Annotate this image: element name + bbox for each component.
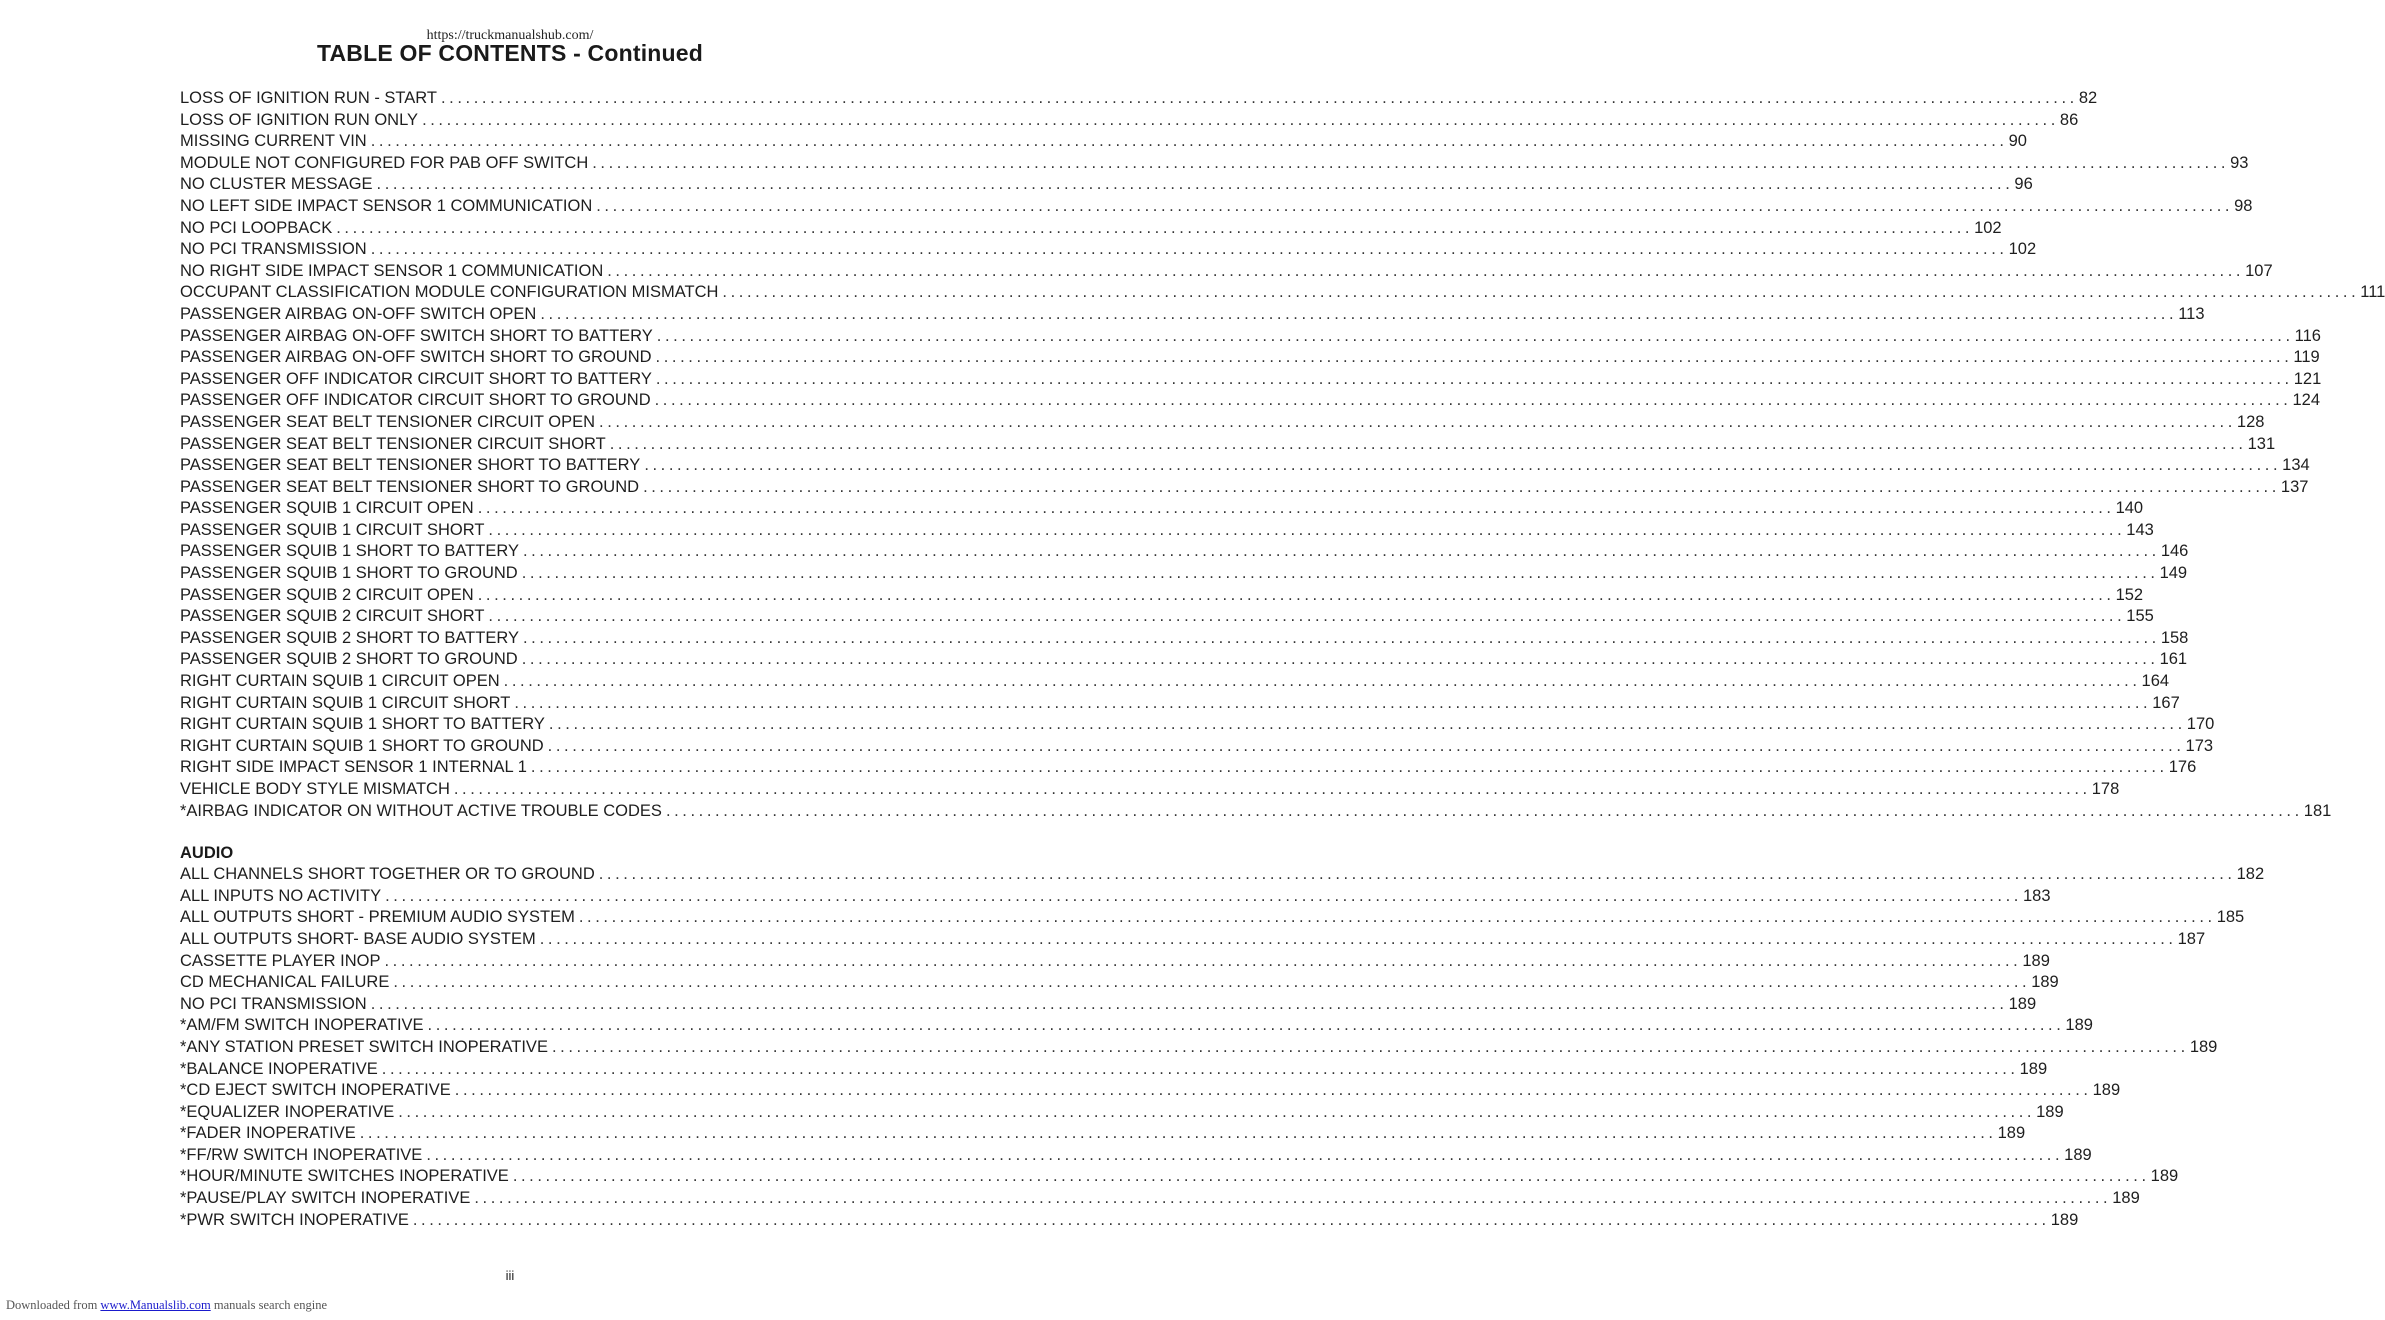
toc-entry-title: PASSENGER SQUIB 2 CIRCUIT SHORT [180, 607, 485, 626]
toc-entry-title: PASSENGER SEAT BELT TENSIONER CIRCUIT OPEN [180, 412, 596, 431]
dot-leader: ........................................................................................................................................................................................................ [477, 499, 2115, 518]
toc-entry[interactable] [180, 131, 2027, 153]
toc-entry[interactable] [180, 649, 2188, 671]
dot-leader: ........................................................................................................................................................................................................ [477, 585, 2115, 604]
toc-entry-page: 176 [2168, 758, 2197, 777]
toc-entry-title: PASSENGER SEAT BELT TENSIONER SHORT TO BATTERY [180, 456, 641, 475]
toc-entry[interactable] [180, 304, 2205, 326]
toc-entry-page: 189 [2064, 1145, 2092, 1164]
toc-entry[interactable] [180, 714, 2215, 736]
toc-entry-title: NO PCI TRANSMISSION [180, 240, 367, 259]
page-title: TABLE OF CONTENTS - Continued [316, 40, 704, 66]
toc-entry-page: 131 [2247, 434, 2276, 453]
dot-leader: ........................................................................................................................................................................................................ [412, 1210, 2050, 1229]
toc-entry[interactable] [180, 736, 2214, 758]
toc-entry-page: 86 [2059, 110, 2079, 129]
dot-leader: ........................................................................................................................................................................................................ [644, 456, 2282, 475]
toc-entry-title: RIGHT CURTAIN SQUIB 1 SHORT TO GROUND [180, 736, 544, 755]
toc-entry-page: 189 [2050, 1210, 2079, 1229]
toc-entry[interactable] [180, 153, 2249, 175]
toc-entry-title: RIGHT CURTAIN SQUIB 1 SHORT TO BATTERY [180, 715, 545, 734]
toc-entry-page: 182 [2236, 865, 2265, 884]
toc-entry-page: 111 [2360, 283, 2385, 302]
toc-entry-title: *FF/RW SWITCH INOPERATIVE [180, 1145, 423, 1164]
toc-entry-page: 187 [2177, 929, 2206, 948]
toc-entry-title: RIGHT SIDE IMPACT SENSOR 1 INTERNAL 1 [180, 758, 527, 777]
toc-entry-page: 155 [2126, 607, 2154, 626]
section-gap [180, 822, 898, 842]
toc-entry[interactable] [180, 886, 2051, 908]
dot-leader: ........................................................................................................................................................................................................ [384, 951, 2022, 970]
toc-entry-title: OCCUPANT CLASSIFICATION MODULE CONFIGURATION MISMATCH [180, 283, 719, 302]
toc-entry-title: LOSS OF IGNITION RUN ONLY [180, 110, 419, 129]
toc-entry-page: 189 [2092, 1081, 2121, 1100]
toc-entry-title: PASSENGER SEAT BELT TENSIONER SHORT TO GROUND [180, 477, 640, 496]
toc-entry-title: *HOUR/MINUTE SWITCHES INOPERATIVE [180, 1167, 509, 1186]
toc-entry[interactable] [180, 174, 2033, 196]
toc-entry-title: VEHICLE BODY STYLE MISMATCH [180, 780, 450, 798]
dot-leader: ........................................................................................................................................................................................................ [503, 672, 2141, 691]
dot-leader: ........................................................................................................................................................................................................ [512, 1167, 2150, 1186]
toc-entry-page: 189 [1997, 1124, 2026, 1143]
toc-entry-page: 121 [2293, 369, 2322, 388]
toc-entry[interactable] [180, 801, 2332, 823]
toc-entry[interactable] [180, 585, 2144, 607]
toc-entry[interactable] [180, 907, 2245, 929]
toc-entry[interactable] [180, 110, 2079, 132]
toc-entry-title: PASSENGER SQUIB 2 SHORT TO BATTERY [180, 628, 519, 647]
toc-entry-title: RIGHT CURTAIN SQUIB 1 CIRCUIT OPEN [180, 672, 500, 691]
toc-entry[interactable] [180, 1059, 2048, 1081]
dot-leader: ........................................................................................................................................................................................................ [643, 477, 2280, 496]
dot-leader: ........................................................................................................................................................................................................ [522, 628, 2160, 647]
toc-entry-page: 189 [2189, 1037, 2218, 1056]
toc-entry[interactable] [180, 1145, 2092, 1167]
toc-entry-page: 178 [2091, 780, 2120, 798]
dot-leader: ........................................................................................................................................................................................................ [539, 929, 2177, 948]
dot-leader: ........................................................................................................................................................................................................ [336, 218, 1974, 237]
toc-entry-title: *AM/FM SWITCH INOPERATIVE [180, 1016, 424, 1035]
toc-entry-page: 113 [2178, 304, 2205, 323]
toc-entry-title: ALL INPUTS NO ACTIVITY [180, 886, 382, 905]
toc-entry-page: 189 [2112, 1189, 2140, 1208]
toc-entry-title: PASSENGER AIRBAG ON-OFF SWITCH SHORT TO BATTERY [180, 326, 653, 345]
toc-entry-page: 137 [2280, 477, 2309, 496]
toc-entry-title: NO CLUSTER MESSAGE [180, 175, 373, 194]
dot-leader: ........................................................................................................................................................................................................ [376, 175, 2014, 194]
toc-entry-page: 149 [2159, 564, 2188, 583]
toc-entry-title: PASSENGER SQUIB 2 SHORT TO GROUND [180, 650, 518, 669]
toc-entry-page: 102 [1974, 218, 2002, 237]
toc-entry-title: NO RIGHT SIDE IMPACT SENSOR 1 COMMUNICATION [180, 261, 604, 280]
dot-leader: ........................................................................................................................................................................................................ [370, 994, 2008, 1013]
toc-entry-page: 189 [2008, 994, 2037, 1013]
toc-entry[interactable] [180, 929, 2206, 951]
toc-entry-title: *AIRBAG INDICATOR ON WITHOUT ACTIVE TROUBLE CODES [180, 801, 662, 820]
toc-entry-page: 161 [2159, 650, 2188, 669]
toc-entry[interactable] [180, 994, 2037, 1016]
toc-entry[interactable] [180, 434, 2276, 456]
toc-entry[interactable] [180, 369, 2322, 391]
toc-entry-title: *ANY STATION PRESET SWITCH INOPERATIVE [180, 1037, 548, 1056]
dot-leader: ........................................................................................................................................................................................................ [359, 1124, 1997, 1143]
toc-entry[interactable] [180, 606, 2154, 628]
toc-entry[interactable] [180, 412, 2265, 434]
toc-entry-title: ALL CHANNELS SHORT TOGETHER OR TO GROUND [180, 865, 595, 884]
toc-entry[interactable] [180, 757, 2197, 779]
toc-entry-page: 90 [2008, 132, 2027, 151]
dot-leader: ........................................................................................................................................................................................................ [548, 715, 2186, 734]
download-footer [6, 1298, 327, 1313]
toc-entry-page: 167 [2152, 693, 2180, 712]
toc-entry[interactable] [180, 1080, 2121, 1102]
toc-entry-page: 189 [2150, 1167, 2179, 1186]
toc-entry[interactable] [180, 1102, 2064, 1124]
dot-leader: ........................................................................................................................................................................................................ [578, 908, 2216, 927]
toc-entry-page: 189 [2065, 1016, 2093, 1035]
toc-entry-title: LOSS OF IGNITION RUN - START [180, 89, 437, 107]
toc-entry-title: *CD EJECT SWITCH INOPERATIVE [180, 1081, 451, 1100]
toc-entry-page: 183 [2022, 886, 2051, 905]
toc-entry-page: 189 [2031, 973, 2059, 992]
toc-entry-title: *PWR SWITCH INOPERATIVE [180, 1210, 409, 1229]
toc-entry-page: 173 [2185, 736, 2214, 755]
toc-entry-page: 96 [2014, 175, 2033, 194]
toc-entry-title: PASSENGER SEAT BELT TENSIONER CIRCUIT SHORT [180, 434, 606, 453]
toc-entry-page: 189 [2036, 1102, 2064, 1121]
toc-entry[interactable] [180, 1015, 2093, 1037]
footer-suffix: manuals search engine [213, 1298, 327, 1312]
toc-entry[interactable] [180, 671, 2170, 693]
toc-entry[interactable] [180, 455, 2310, 477]
dot-leader: ........................................................................................................................................................................................................ [422, 110, 2059, 129]
dot-leader: ........................................................................................................................................................................................................ [551, 1037, 2189, 1056]
toc-entry[interactable] [180, 196, 2253, 218]
toc-entry-title: NO PCI LOOPBACK [180, 218, 333, 237]
dot-leader: ........................................................................................................................................................................................................ [427, 1016, 2065, 1035]
toc-entry[interactable] [180, 628, 2189, 650]
dot-leader: ........................................................................................................................................................................................................ [381, 1059, 2019, 1078]
toc-entry-title: PASSENGER SQUIB 1 SHORT TO GROUND [180, 564, 518, 583]
toc-entry[interactable] [180, 218, 2002, 240]
dot-leader: ........................................................................................................................................................................................................ [656, 326, 2294, 345]
toc-entry[interactable] [180, 779, 2120, 801]
toc-entry-title: PASSENGER SQUIB 2 CIRCUIT OPEN [180, 585, 474, 604]
toc-entry-page: 170 [2186, 715, 2215, 734]
dot-leader: ........................................................................................................................................................................................................ [522, 542, 2160, 561]
dot-leader: ........................................................................................................................................................................................................ [609, 434, 2247, 453]
toc-entry-title: NO PCI TRANSMISSION [180, 994, 367, 1013]
toc-entry-page: 124 [2292, 391, 2321, 410]
toc-entry-title: ALL OUTPUTS SHORT- BASE AUDIO SYSTEM [180, 929, 536, 948]
toc-entry-page: 107 [2245, 261, 2273, 280]
toc-entry-page: 158 [2160, 628, 2189, 647]
toc-entry[interactable] [180, 693, 2180, 715]
dot-leader: ........................................................................................................................................................................................................ [547, 736, 2185, 755]
toc-entry-title: MISSING CURRENT VIN [180, 132, 367, 151]
toc-entry[interactable] [180, 541, 2189, 563]
toc-entry-title: PASSENGER SQUIB 1 SHORT TO BATTERY [180, 542, 519, 561]
footer-prefix: Downloaded from [6, 1298, 98, 1312]
page-number: iii [505, 1268, 515, 1283]
dot-leader: ........................................................................................................................................................................................................ [521, 564, 2159, 583]
toc-entry-title: RIGHT CURTAIN SQUIB 1 CIRCUIT SHORT [180, 693, 511, 712]
toc-entry-title: PASSENGER AIRBAG ON-OFF SWITCH SHORT TO GROUND [180, 348, 652, 367]
dot-leader: ........................................................................................................................................................................................................ [441, 89, 2078, 107]
toc-entry-title: CASSETTE PLAYER INOP [180, 951, 381, 970]
dot-leader: ........................................................................................................................................................................................................ [454, 1081, 2092, 1100]
toc-entry[interactable] [180, 326, 2321, 348]
toc-entry[interactable] [180, 1188, 2140, 1210]
toc-entry[interactable] [180, 951, 2050, 973]
dot-leader: ........................................................................................................................................................................................................ [655, 369, 2293, 388]
toc-entry[interactable] [180, 1210, 2079, 1232]
toc-entry[interactable] [180, 864, 2265, 886]
toc-entry[interactable] [180, 972, 2059, 994]
toc-entry-title: PASSENGER OFF INDICATOR CIRCUIT SHORT TO BATTERY [180, 369, 652, 388]
dot-leader: ........................................................................................................................................................................................................ [722, 283, 2360, 302]
toc-entry-title: PASSENGER AIRBAG ON-OFF SWITCH OPEN [180, 304, 537, 323]
toc-entry-page: 164 [2141, 672, 2170, 691]
toc-entry-page: 119 [2293, 348, 2320, 367]
dot-leader: ........................................................................................................................................................................................................ [370, 132, 2008, 151]
toc-entry-title: NO LEFT SIDE IMPACT SENSOR 1 COMMUNICATION [180, 196, 593, 215]
toc-entry-page: 82 [2078, 89, 2098, 107]
toc-entry[interactable] [180, 347, 2320, 369]
toc-entry-page: 93 [2230, 153, 2249, 172]
toc-entry-page: 140 [2115, 499, 2144, 518]
dot-leader: ........................................................................................................................................................................................................ [592, 153, 2230, 172]
dot-leader: ........................................................................................................................................................................................................ [607, 261, 2245, 280]
toc-entry-page: 152 [2115, 585, 2144, 604]
toc-main-list [180, 88, 2385, 822]
toc-entry-title: PASSENGER OFF INDICATOR CIRCUIT SHORT TO GROUND [180, 391, 651, 410]
toc-entry-title: *FADER INOPERATIVE [180, 1124, 356, 1143]
toc-entry[interactable] [180, 282, 2385, 304]
dot-leader: ........................................................................................................................................................................................................ [596, 196, 2234, 215]
dot-leader: ........................................................................................................................................................................................................ [453, 780, 2091, 798]
source-url: https://truckmanualshub.com/ [426, 28, 594, 43]
toc-entry-page: 128 [2236, 412, 2265, 431]
toc-entry-title: *BALANCE INOPERATIVE [180, 1059, 378, 1078]
dot-leader: ........................................................................................................................................................................................................ [393, 973, 2031, 992]
toc-audio-list [180, 864, 2265, 1231]
dot-leader: ........................................................................................................................................................................................................ [488, 607, 2126, 626]
dot-leader: ........................................................................................................................................................................................................ [655, 348, 2293, 367]
section-heading-audio: AUDIO [180, 843, 234, 862]
dot-leader: ........................................................................................................................................................................................................ [488, 520, 2126, 539]
dot-leader: ........................................................................................................................................................................................................ [398, 1102, 2036, 1121]
dot-leader: ........................................................................................................................................................................................................ [654, 391, 2292, 410]
toc-entry-page: 181 [2303, 801, 2332, 820]
dot-leader: ........................................................................................................................................................................................................ [530, 758, 2168, 777]
toc-entry[interactable] [180, 1123, 2026, 1145]
toc-entry[interactable] [180, 1037, 2218, 1059]
toc-entry[interactable] [180, 239, 2037, 261]
toc-entry-page: 102 [2008, 240, 2037, 259]
dot-leader: ........................................................................................................................................................................................................ [370, 240, 2008, 259]
dot-leader: ........................................................................................................................................................................................................ [598, 865, 2236, 884]
toc-entry[interactable] [180, 520, 2154, 542]
toc-entry[interactable] [180, 477, 2309, 499]
toc-entry-page: 143 [2126, 520, 2154, 539]
toc-entry[interactable] [180, 1166, 2179, 1188]
toc-entry-title: ALL OUTPUTS SHORT - PREMIUM AUDIO SYSTEM [180, 908, 575, 927]
table-of-contents [180, 88, 2385, 1231]
toc-entry-title: PASSENGER SQUIB 1 CIRCUIT SHORT [180, 520, 485, 539]
toc-entry-page: 134 [2282, 456, 2310, 475]
toc-entry-page: 98 [2234, 196, 2253, 215]
toc-entry-page: 189 [2019, 1059, 2048, 1078]
toc-entry-title: CD MECHANICAL FAILURE [180, 973, 390, 992]
dot-leader: ........................................................................................................................................................................................................ [540, 304, 2178, 323]
toc-entry-page: 116 [2294, 326, 2321, 345]
toc-entry-title: MODULE NOT CONFIGURED FOR PAB OFF SWITCH [180, 153, 589, 172]
toc-entry[interactable] [180, 88, 2098, 110]
dot-leader: ........................................................................................................................................................................................................ [426, 1145, 2064, 1164]
toc-entry-title: PASSENGER SQUIB 1 CIRCUIT OPEN [180, 499, 474, 518]
toc-entry-page: 146 [2160, 542, 2189, 561]
toc-entry[interactable] [180, 563, 2188, 585]
toc-entry-title: *EQUALIZER INOPERATIVE [180, 1102, 395, 1121]
dot-leader: ........................................................................................................................................................................................................ [599, 412, 2236, 431]
toc-entry[interactable] [180, 498, 2144, 520]
toc-entry-page: 185 [2216, 908, 2245, 927]
toc-entry-page: 189 [2022, 951, 2050, 970]
dot-leader: ........................................................................................................................................................................................................ [514, 693, 2152, 712]
dot-leader: ........................................................................................................................................................................................................ [474, 1189, 2112, 1208]
toc-entry-title: *PAUSE/PLAY SWITCH INOPERATIVE [180, 1189, 471, 1208]
toc-entry[interactable] [180, 390, 2321, 412]
toc-entry[interactable] [180, 261, 2273, 283]
dot-leader: ........................................................................................................................................................................................................ [385, 886, 2022, 905]
manualslib-link[interactable]: www.Manualslib.com [100, 1298, 211, 1312]
dot-leader: ........................................................................................................................................................................................................ [665, 801, 2303, 820]
dot-leader: ........................................................................................................................................................................................................ [521, 650, 2159, 669]
